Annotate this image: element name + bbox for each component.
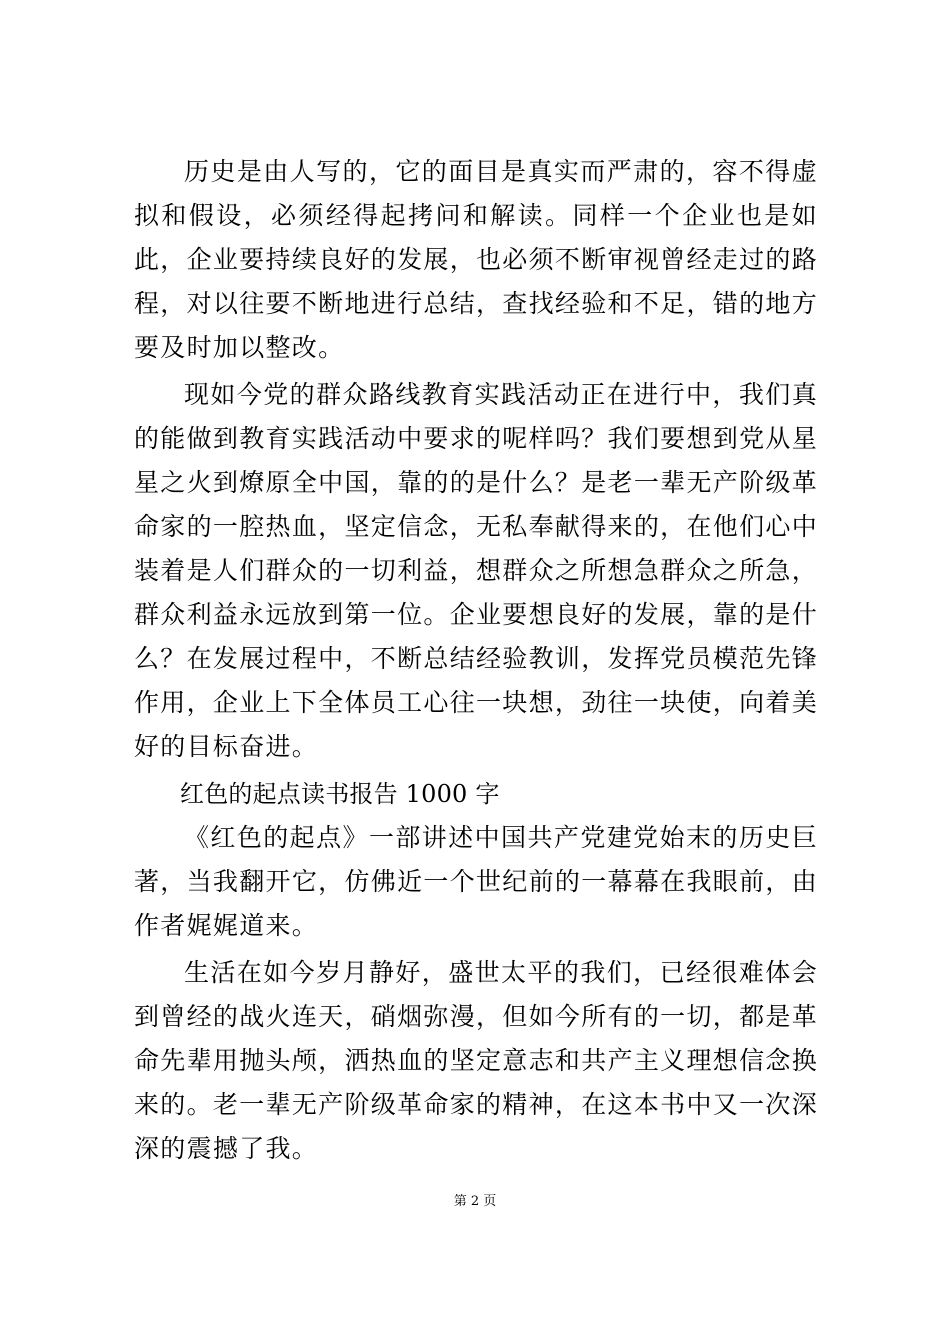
document-body: [134, 150, 818, 1171]
paragraph-reflection: 生活在如今岁月静好，盛世太平的我们，已经很难体会到曾经的战火连天，硝烟弥漫，但如今所有的一切，都是革命先辈用抛头颅，洒热血的坚定意志和共产主义理想信念换来的。老一辈无产阶级革命家的精神，在这本书中又一次深深的震撼了我。: [134, 958, 818, 1163]
paragraph-mass-line: 现如今党的群众路线教育实践活动正在进行中，我们真的能做到教育实践活动中要求的呢样吗？我们要想到党从星星之火到燎原全中国，靠的的是什么？是老一辈无产阶级革命家的一腔热血，坚定信念，无私奉献得来的，在他们心中装着是人们群众的一切利益，想群众之所想急群众之所急，群众利益永远放到第一位。企业要想良好的发展，靠的是什么？在发展过程中，不断总结经验教训，发挥党员模范先锋作用，企业上下全体员工心往一块想，劲往一块使，向着美好的目标奋进。: [134, 380, 818, 761]
paragraph-book-intro: 《红色的起点》一部讲述中国共产党建党始末的历史巨著，当我翻开它，仿佛近一个世纪前的一幕幕在我眼前，由作者娓娓道来。: [134, 823, 818, 940]
section-title: 红色的起点读书报告 1000 字: [180, 780, 500, 808]
paragraph-history: 历史是由人写的，它的面目是真实而严肃的，容不得虚拟和假设，必须经得起拷问和解读。同样一个企业也是如此，企业要持续良好的发展，也必须不断审视曾经走过的路程，对以往要不断地进行总结，查找经验和不足，错的地方要及时加以整改。: [134, 157, 818, 362]
page-number: 第 2 页: [453, 1194, 497, 1209]
